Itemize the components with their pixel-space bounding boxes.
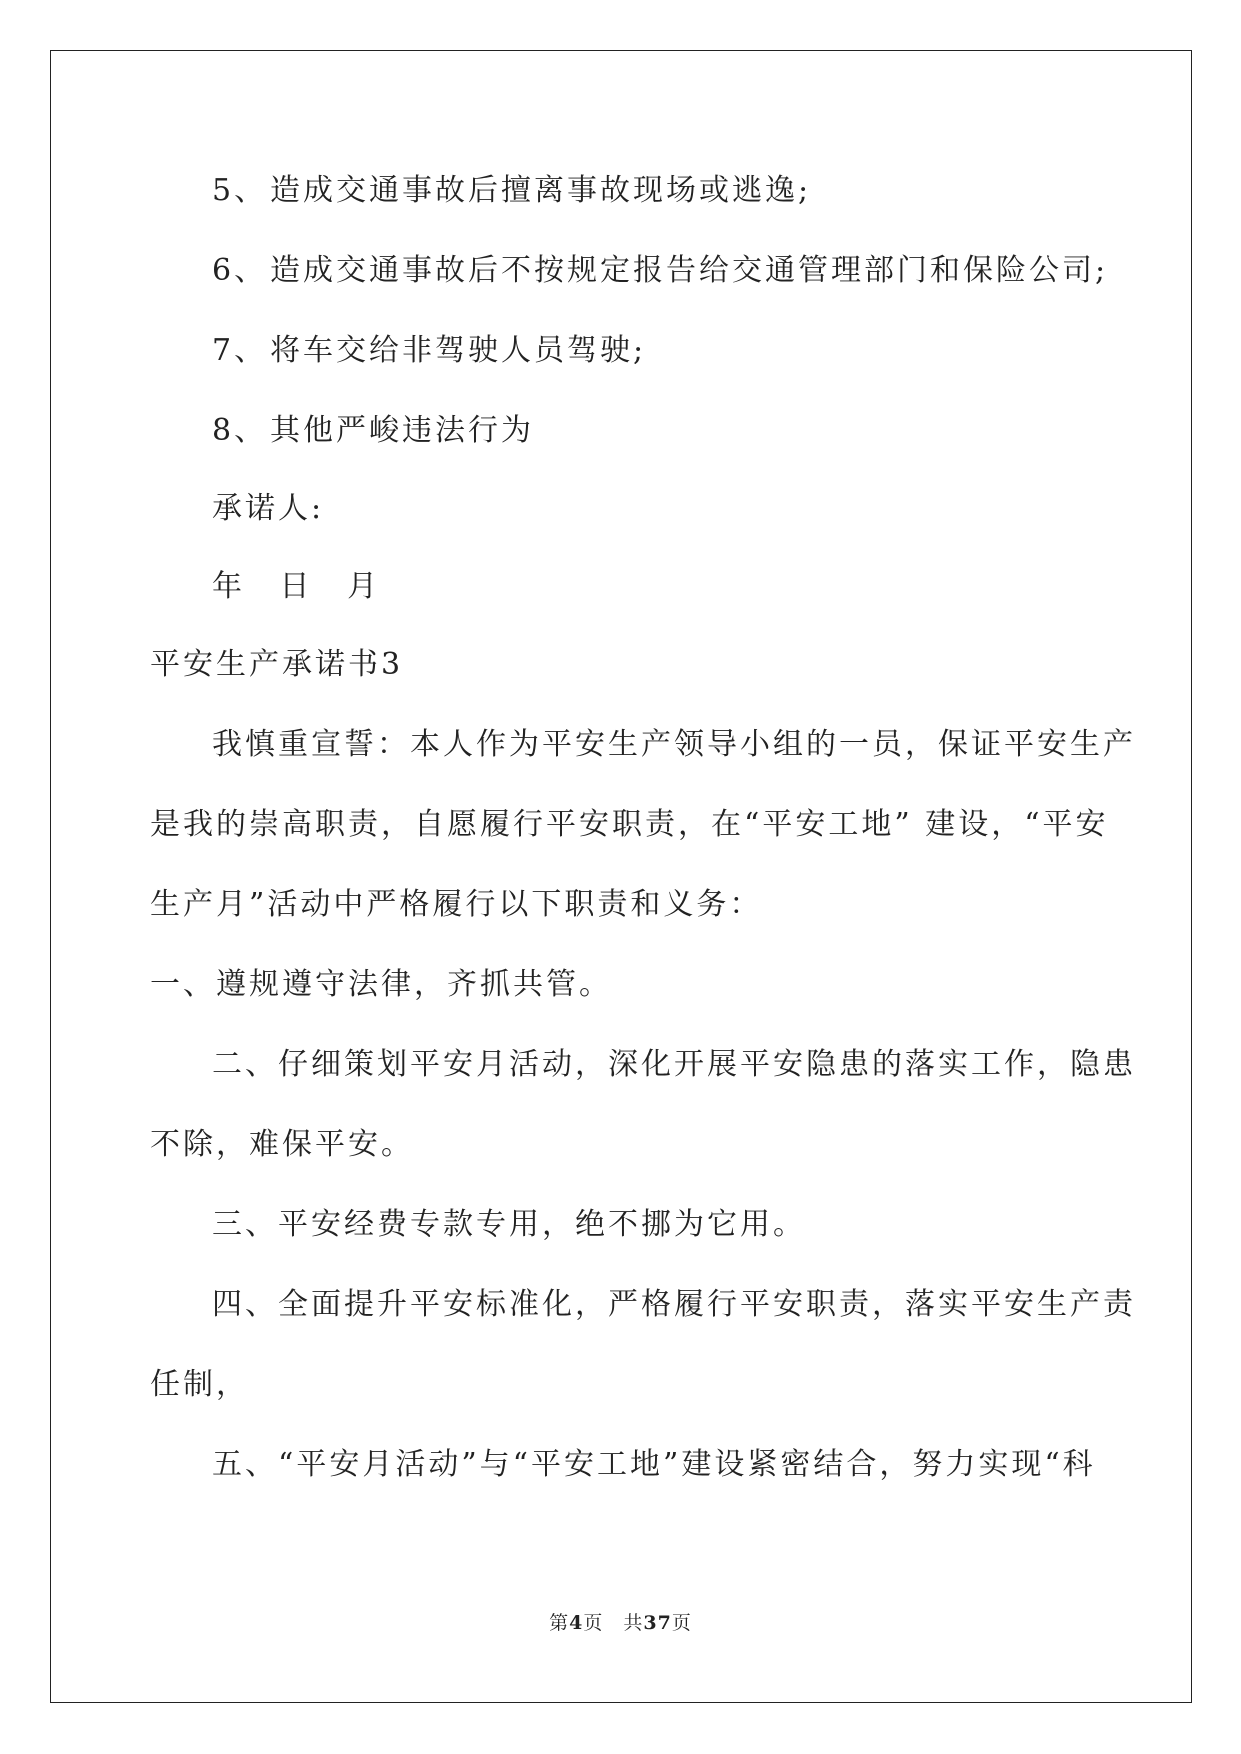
list-item-7 xyxy=(212,332,646,370)
list-item-5 xyxy=(212,172,811,210)
paragraph-line: 四、全面提升平安标准化，严格履行平安职责，落实平安生产责 xyxy=(212,1287,1136,1322)
date-label: 年 日 月 xyxy=(212,569,392,604)
paragraph-line: 不除，难保平安。 xyxy=(150,1127,414,1162)
paragraph-line: 生产月”活动中严格履行以下职责和义务： xyxy=(150,887,763,922)
paragraph-line: 三、平安经费专款专用，绝不挪为它用。 xyxy=(212,1207,806,1242)
page-footer xyxy=(0,1608,1241,1635)
paragraph-line: 五、“平安月活动”与“平安工地”建设紧密结合，努力实现“科 xyxy=(212,1447,1096,1482)
paragraph-line: 一、遵规遵守法律，齐抓共管。 xyxy=(150,967,612,1002)
total-pages-number: 37 xyxy=(643,1612,672,1634)
paragraph-line: 二、仔细策划平安月活动，深化开展平安隐患的落实工作，隐患 xyxy=(212,1047,1136,1082)
list-item-text: 其他严峻违法行为 xyxy=(270,413,534,448)
list-item-text: 造成交通事故后不按规定报告给交通管理部门和保险公司; xyxy=(270,253,1109,288)
list-item-number: 7、 xyxy=(212,333,268,368)
signature-label: 承诺人: xyxy=(212,491,325,526)
list-item-6 xyxy=(212,252,1108,290)
paragraph-line: 我慎重宣誓：本人作为平安生产领导小组的一员，保证平安生产 xyxy=(212,727,1136,762)
footer-prefix: 第 xyxy=(549,1612,570,1634)
list-item-number: 8、 xyxy=(212,413,268,448)
list-item-text: 造成交通事故后擅离事故现场或逃逸; xyxy=(270,173,812,208)
current-page-number: 4 xyxy=(569,1612,584,1634)
list-item-number: 5、 xyxy=(212,173,268,208)
list-item-8 xyxy=(212,412,534,450)
list-item-text: 将车交给非驾驶人员驾驶; xyxy=(270,333,647,368)
paragraph-line: 任制， xyxy=(150,1367,249,1402)
paragraph-line: 是我的崇高职责，自愿履行平安职责，在“平安工地” 建设，“平安 xyxy=(150,807,1109,842)
footer-suffix: 页 xyxy=(671,1612,692,1634)
section-title: 平安生产承诺书3 xyxy=(150,647,404,682)
footer-mid: 页 共 xyxy=(583,1612,644,1634)
list-item-number: 6、 xyxy=(212,253,268,288)
